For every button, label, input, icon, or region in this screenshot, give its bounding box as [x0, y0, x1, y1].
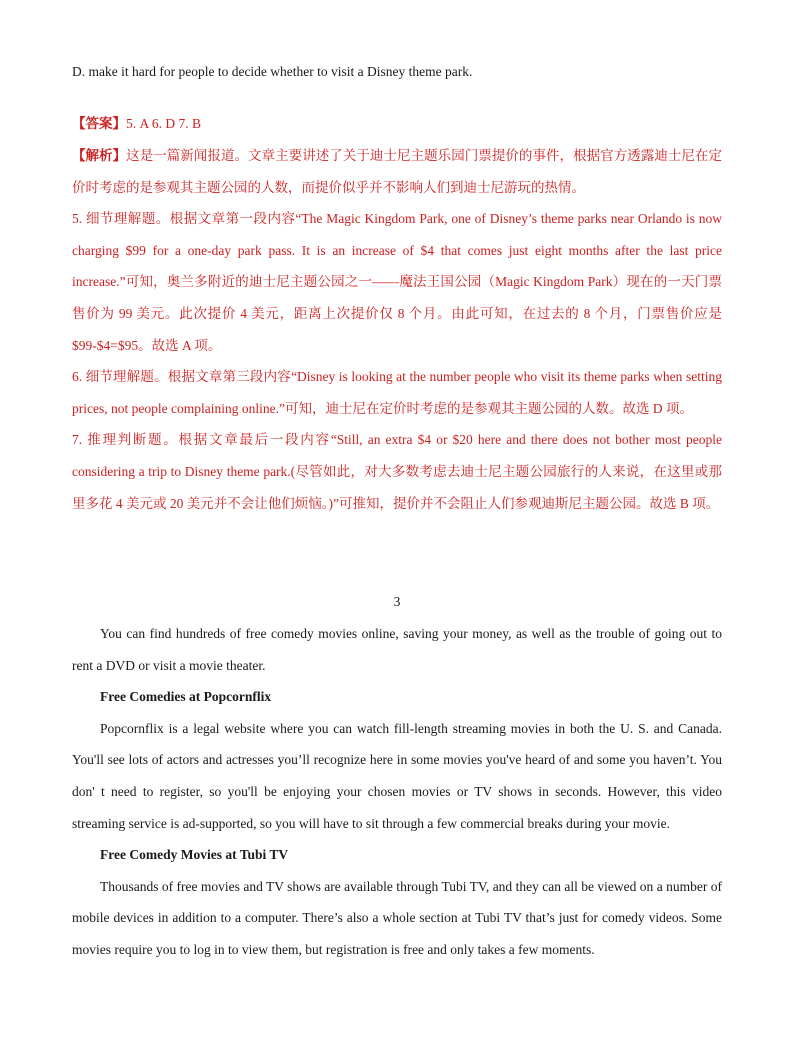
section-body-tubi-tv: Thousands of free movies and TV shows are available through Tubi TV, and they can all be viewed on a number of mobile devices in addition to a computer. There’s also a whole section at Tubi TV that’s just for comedy videos. Some movies require you to log in to view them, but registration is free and only takes a few moments.: [72, 878, 722, 957]
analysis-summary: 这是一篇新闻报道。文章主要讲述了关于迪士尼主题乐园门票提价的事件，根据官方透露迪士尼在定价时考虑的是参观其主题公园的人数，而提价似乎并不影响人们到迪士尼游玩的热情。: [72, 148, 723, 195]
question-option-d: D. make it hard for people to decide whether to visit a Disney theme park.: [72, 64, 473, 79]
analysis-summary-paragraph: [72, 140, 722, 203]
analysis-q6: 6. 细节理解题。根据文章第三段内容“Disney is looking at the number people who visit its theme parks when setting prices, not people complaining online.”可知，迪士尼在定价时考虑的是参观其主题公园的人数。故选 D 项。: [72, 369, 722, 416]
page-number: 3: [393, 594, 401, 609]
section-title-popcornflix: Free Comedies at Popcornflix: [100, 689, 272, 705]
answer-label: 【答案】: [72, 116, 126, 131]
section-title-tubi-tv: Free Comedy Movies at Tubi TV: [100, 847, 289, 863]
analysis-q5: 5. 细节理解题。根据文章第一段内容“The Magic Kingdom Park, one of Disney’s theme parks near Orlando is now charging $99 for a one-day park pass. It is an increase of $4 that comes just eight months after the last price increase.”可知，奥兰多附近的迪士尼主题公园之一——魔法王国公园（Magic Kingdom Park）现在的一天门票售价为 99 美元。此次提价 4 美元，距离上次提价仅 8 个月。由此可知，在过去的 8 个月，门票售价应是$99-$4=$95。故选 A 项。: [72, 211, 722, 353]
section-body-popcornflix: Popcornflix is a legal website where you can watch fill-length streaming movies in both the U. S. and Canada. You'll see lots of actors and actresses you’ll recognize here in some movies you've heard of and some you haven’t. You don' t need to register, so you'll be enjoying your chosen movies or TV shows in seconds. However, this video streaming service is ad-supported, so you will have to sit through a few commercial breaks during your movie.: [72, 720, 722, 831]
reading-passage: [72, 618, 722, 966]
answer-text: 5. A 6. D 7. B: [126, 116, 202, 131]
passage-intro: You can find hundreds of free comedy movies online, saving your money, as well as the trouble of going out to rent a DVD or visit a movie theater.: [72, 626, 722, 673]
analysis-block: [72, 140, 722, 519]
analysis-q7: 7. 推理判断题。根据文章最后一段内容“Still, an extra $4 or $20 here and there does not bother most people considering a trip to Disney theme park.(尽管如此，对大多数考虑去迪士尼主题公园旅行的人来说，在这里或那里多花 4 美元或 20 美元并不会让他们烦恼。)”可推知，提价并不会阻止人们参观迪斯尼主题公园。故选 B 项。: [72, 432, 722, 511]
analysis-label: 【解析】: [72, 148, 127, 163]
answer-line: [72, 108, 722, 140]
